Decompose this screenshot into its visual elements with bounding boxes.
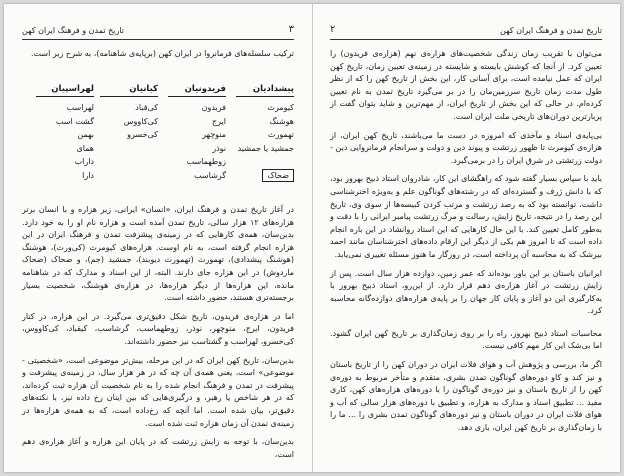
table-cell: بهمن	[77, 130, 94, 139]
paragraph: بدین‌سان، با توجه به زایش زرتشت که در پایان این هزاره و آغاز هزاره‌ی دهم است،	[22, 437, 294, 459]
table-cell: نوذر	[212, 143, 226, 153]
table-cell: تهمورث	[267, 130, 294, 139]
table-cell: ایرج	[211, 116, 226, 126]
header-rule	[22, 39, 294, 40]
page-number: ۲	[330, 24, 336, 35]
column-header: فریدونیان	[168, 84, 226, 97]
table-cell: کیومرث	[267, 103, 294, 112]
column-kianian	[100, 84, 158, 142]
table-cell: فریدون	[201, 103, 226, 112]
book-gutter	[312, 4, 313, 472]
table-cell: کی‌قباد	[135, 103, 158, 112]
paragraph: بدین‌سان، تاریخ کهن ایران که در این مرحله، بیش‌تر موضوعی است، «شخصیتی - موضوعی» است، یعنی همه‌ی آن چه که در هر هزار سال، در زمینه‌ی پیشرفت و پیشرفت در تمدن و فرهنگ انجام شده را به نام شخصیت آن هزاره ثبت کرده‌اند، که در هر شاخص یا رهبر، و درگیری‌هایی که بین اینان رخ داده نیز، با نکته‌های دقیق‌تر، بیان شده است. اما آنچه که رخ‌داده است، که به همه‌ی هزاره‌ها در زمینه‌ی تمدن آن زمان هزاره ثبت شده است.	[22, 355, 294, 428]
table-cell: هوشنگ	[269, 116, 294, 126]
column-header: لهراسپیان	[36, 84, 94, 97]
dynasty-table	[36, 84, 294, 196]
paragraph: محاسبات استاد ذبیح بهروز، راه را بر روی زمان‌گذاری بر تاریخ کهن ایران گشود. اما بی‌شک این کار مهم کافی نیست.	[330, 328, 602, 351]
column-fereydunian	[168, 84, 226, 182]
paragraph: می‌توان با تقریب زمان زندگی شخصیت‌های هزاره‌ی نهم (هزاره‌ی فریدون) را تعیین کرد. از آنجا که کوشش بایسته و شایسته در زمینه‌ی تعیین زمان، تاریخ کهن ایران که عمل نیامده است، برای آسانی کار، این بخش از تاریخ کهن را که از نظر طول مدت زمان تاریخ سرزمین‌مان را در بر می‌گیرد تاریخ تمدن به نام تعیین کرده‌ام. در حالی که این بخش از تاریخ ایران، از مهم‌ترین و شاید بتوان گفت از پربارترین دوران‌های تاریخی ملت ایران است.	[330, 49, 602, 121]
column-header: کیانیان	[100, 84, 158, 97]
boxed-name: ضحاک	[262, 169, 294, 182]
table-cell: دارا	[82, 170, 94, 180]
table-cell: گشت اسب	[55, 116, 94, 126]
table-cell-boxed	[236, 169, 294, 183]
column-header: پیشدادیان	[236, 84, 294, 97]
table-cell: کی‌کاووس	[123, 116, 158, 126]
table-cell: زوطهماسب	[186, 157, 226, 166]
left-running-head	[22, 24, 294, 40]
running-title: تاریخ تمدن و فرهنگ ایران کهن	[22, 26, 124, 35]
paragraph: اگر ما، بررسی و پژوهش آب و هوای فلات ایران در دوران کهن را از تاریخ باستان و نیز کند و کاو دوره‌های گوناگون تمدن بشری، متقدم و متأخر مربوط به دوره‌ی کهن را از تاریخ باستان و نیز دوره‌ی گوناگون را با دوره‌های هزاره‌های کهن، کاری مفید ... تطبیق اسناد و مدارک به هزاره، و تطبیق با دوره‌های هزار سالی که آب و هوای فلات ایران در دوران باستان و نیز دوره‌های گوناگون تمدن بشری را ... ما را با زمان‌گذاری بر تاریخ کهن ایران، یاری دهد.	[330, 360, 602, 433]
book-spread	[4, 4, 620, 472]
right-body-text	[330, 48, 602, 441]
table-cell: گرشاسب	[194, 170, 226, 180]
intro-paragraph: ترکیب سلسله‌های فرمانروا در ایران کهن (برپایه‌ی شاهنامه)، به شرح زیر است.	[30, 49, 294, 58]
column-lohraspian	[36, 84, 94, 182]
right-page	[316, 4, 616, 472]
running-title: تاریخ تمدن و فرهنگ ایران کهن	[500, 26, 602, 35]
table-cell: جمشید یا جمشید	[237, 143, 294, 153]
page-number: ۳	[288, 24, 294, 35]
right-running-head	[330, 24, 602, 40]
paragraph: باید با سپاس بسیار گفته شود که راهگشای این کار، شادروان استاد ذبیح بهروز بود، که با دانش ژرف و گسترده‌ای که در رشته‌های گوناگون علم و به‌ویژه اخترشناسی داشت، توانسته بود که به رصد زرتشت و مرتب کردن کبیسه‌ها از سوی وی، تاریخ این رصد را در نتیجه، تاریخ زایش، رسالت و مرگ زرتشت پیامبر ایرانی را با دقت و به‌طور کامل تعیین کند. با این حال کارهایی که این استاد روانشاد در این باره انجام داده است که تا امروز هم یکی از دیگر این ارقام داده‌های اخترشناسان مانند احمد بیرشک که به محاسبه آن پرداخته است، در روزگار ما هنوز مسئله تغییری نمی‌یابد.	[330, 174, 602, 259]
paragraph: اما در هزاره‌ی فریدون، تاریخ شکل دقیق‌تری می‌گیرد. در این هزاره، در کنار فریدون، ایرج، منوچهر، نوذر، زوطهماسب، گرشاسب، کیقباد، کی‌کاووس، کی‌خسرو، لهراسب و گشتاسب نیز حضور داشته‌اند.	[22, 311, 294, 346]
left-body-text	[22, 204, 294, 467]
column-pishdadian	[236, 84, 294, 182]
table-cell	[236, 155, 294, 169]
left-page	[8, 4, 308, 472]
table-cell: کی‌خسرو	[127, 130, 158, 139]
table-cell: منوچهر	[202, 130, 226, 139]
table-cell: همای	[76, 143, 94, 153]
table-cell: لهراسب	[66, 103, 94, 112]
paragraph: ایرانیان باستان بر این باور بوده‌اند که عمر زمین، دوازده هزار سال است. پس از زایش زرتشت در آغاز هزاره‌ی دهم قرار دارد. از این‌رو، استاد ذبیح بهروز با به‌کارگیری این دو آغاز و پایان کار جهان را بر پایه‌ی هزاره‌های دوازده‌گانه محاسبه کرد.	[330, 268, 602, 316]
table-cell: داراب	[74, 157, 94, 166]
table-intro	[22, 48, 294, 67]
paragraph: در آغاز تاریخ تمدن و فرهنگ ایران، «انسان» ایرانی، زیر هزاره و با انسان برتر هزاره‌های ۱۲ هزار سالی، تاریخ تمدن آمده است و هزاره نام او را به خود دارد. بدین‌سان، همه‌ی کارهایی که در زمینه‌ی پیشرفت تمدن و فرهنگ ایران در این هزاره انجام گرفته است، به نام اوست. هزاره‌های کیومرث (کی‌ورث)، هوشنگ (هوشنگ پیشدادی)، تهمورث (تهمورث دیوبند)، جمشید (جم)، و ضحاک (ضحاک ماردوش) در این هزاره جای دارند. البته، از این اسناد و مدارک که در شاهنامه مانده، این هزاره‌ها از دیگر هزاره‌ها، در هزاره‌ی هوشنگ، شخصیت بسیار برجسته‌تری هستند، حضور داشته است.	[22, 205, 294, 303]
header-rule	[330, 39, 602, 40]
paragraph: بی‌پایه‌ی اسناد و مآخذی که امروزه در دست ما می‌باشند، تاریخ کهن ایران، از هزاره‌ی کیومرث تا ظهور زرتشت و پیوند دین و دولت و سرانجام فرمانروایی دین - دولت زرتشتی در شرق ایران را در برمی‌گیرد.	[330, 130, 602, 165]
